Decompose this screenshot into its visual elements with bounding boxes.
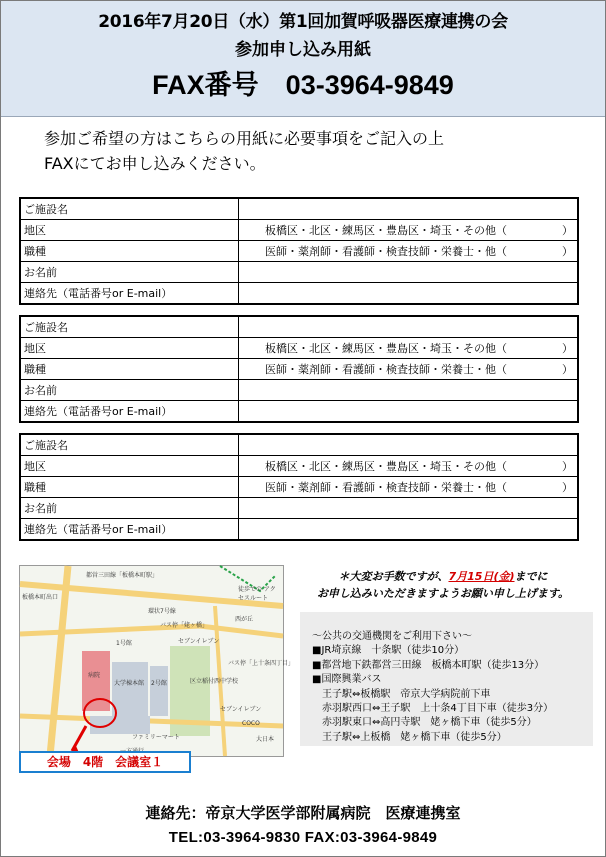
table-row xyxy=(20,338,578,359)
facility-label: ご施設名 xyxy=(20,316,239,338)
table-row xyxy=(20,220,578,241)
facility-field[interactable] xyxy=(239,316,579,338)
contact-label: 連絡先（電話番号or E-mail） xyxy=(20,401,239,423)
notice-prefix: ＊大変お手数ですが、 xyxy=(338,570,449,583)
venue-label: 会場 4階 会議室１ xyxy=(19,751,191,773)
facility-field[interactable] xyxy=(239,434,579,456)
building-2 xyxy=(150,666,168,716)
map-label-seven-eleven-2: セブンイレブン xyxy=(220,706,262,713)
map-label-bus-stop-1: バス停「姥ヶ橋」 xyxy=(160,622,209,629)
notice-suffix: までに xyxy=(514,570,548,583)
table-row xyxy=(20,380,578,401)
map-label-hospital: 病院 xyxy=(88,672,101,679)
transit-title: ～公共の交通機関をご利用下さい～ xyxy=(312,631,472,642)
transit-info-box xyxy=(300,612,593,746)
registration-table-1 xyxy=(19,197,579,305)
event-title: 2016年7月20日（水）第1回加賀呼吸器医療連携の会 xyxy=(98,12,508,32)
name-label: お名前 xyxy=(20,380,239,401)
table-row xyxy=(20,241,578,262)
map-label-coco: COCO xyxy=(242,720,260,727)
district-options[interactable]: 板橋区・北区・練馬区・豊島区・埼玉・その他（ ） xyxy=(239,456,579,477)
name-field[interactable] xyxy=(239,380,579,401)
district-label: 地区 xyxy=(20,456,239,477)
contact-field[interactable] xyxy=(239,283,579,305)
map-label-family-mart: ファミリーマート xyxy=(132,734,180,741)
transit-line: ■JR埼京線 十条駅（徒歩10分） xyxy=(312,645,465,657)
notice-line-2: お申し込みいただきますようお願い申し上げます。 xyxy=(316,587,570,600)
occupation-options[interactable]: 医師・薬剤師・看護師・検査技師・栄養士・他（ ） xyxy=(239,477,579,498)
map-label-walk-route: 徒歩での アクセスルート xyxy=(238,586,276,602)
header-banner xyxy=(1,1,605,117)
transit-line: 王子駅⇔板橋駅 帝京大学病院前下車 xyxy=(312,688,491,700)
table-row xyxy=(20,434,578,456)
fax-number: FAX番号 03-3964-9849 xyxy=(152,70,454,100)
contact-field[interactable] xyxy=(239,519,579,541)
contact-phone-fax: TEL:03-3964-9830 FAX:03-3964-9849 xyxy=(168,829,438,846)
access-map xyxy=(19,565,295,757)
table-row xyxy=(20,198,578,220)
table-row xyxy=(20,316,578,338)
contact-label: 連絡先（電話番号or E-mail） xyxy=(20,283,239,305)
name-field[interactable] xyxy=(239,262,579,283)
table-row xyxy=(20,262,578,283)
deadline-date: 7月15日(金) xyxy=(448,570,515,583)
contact-label: 連絡先（電話番号or E-mail） xyxy=(20,519,239,541)
intro-line-2: FAXにてお申し込みください。 xyxy=(44,154,266,173)
map-label-daiichi: 大日本 xyxy=(256,736,275,743)
intro-text xyxy=(44,126,444,176)
deadline-notice xyxy=(283,568,603,602)
registration-table-3 xyxy=(19,433,579,541)
transit-line: 赤羽駅西口⇔王子駅 上十条4丁目下車（徒歩3分） xyxy=(312,703,554,715)
form-title: 参加申し込み用紙 xyxy=(235,40,371,60)
transit-line: ■都営地下鉄都営三田線 板橋本町駅（徒歩13分） xyxy=(312,659,545,671)
district-label: 地区 xyxy=(20,220,239,241)
facility-label: ご施設名 xyxy=(20,198,239,220)
district-label: 地区 xyxy=(20,338,239,359)
occupation-label: 職種 xyxy=(20,241,239,262)
transit-line: ■国際興業バス xyxy=(312,674,382,686)
table-row xyxy=(20,519,578,541)
occupation-options[interactable]: 医師・薬剤師・看護師・検査技師・栄養士・他（ ） xyxy=(239,241,579,262)
occupation-options[interactable]: 医師・薬剤師・看護師・検査技師・栄養士・他（ ） xyxy=(239,359,579,380)
contact-field[interactable] xyxy=(239,401,579,423)
map-label-bus-stop-2: バス停「上十条四丁目」 xyxy=(228,660,295,667)
name-field[interactable] xyxy=(239,498,579,519)
map-label-ring-road: 環状7号線 xyxy=(148,608,176,615)
district-options[interactable]: 板橋区・北区・練馬区・豊島区・埼玉・その他（ ） xyxy=(239,220,579,241)
district-options[interactable]: 板橋区・北区・練馬区・豊島区・埼玉・その他（ ） xyxy=(239,338,579,359)
contact-office: 連絡先：帝京大学医学部附属病院 医療連携室 xyxy=(145,804,461,822)
map-label-exit: 板橋本町出口 xyxy=(22,594,59,601)
table-row xyxy=(20,283,578,305)
transit-line: 赤羽駅東口⇔高円寺駅 姥ヶ橋下車（徒歩5分） xyxy=(312,717,537,729)
registration-table-2 xyxy=(19,315,579,423)
table-row xyxy=(20,477,578,498)
occupation-label: 職種 xyxy=(20,359,239,380)
map-label-nishigaoka: 西が丘 xyxy=(235,616,254,623)
map-label-building-1: 1号館 xyxy=(116,640,132,647)
facility-field[interactable] xyxy=(239,198,579,220)
facility-label: ご施設名 xyxy=(20,434,239,456)
map-label-station: 都営三田線「板橋本町駅」 xyxy=(86,572,159,579)
table-row xyxy=(20,456,578,477)
map-label-building-2: 2号館 xyxy=(151,680,167,687)
name-label: お名前 xyxy=(20,498,239,519)
map-label-school: 区立稲付西中学校 xyxy=(190,678,239,685)
intro-line-1: 参加ご希望の方はこちらの用紙に必要事項をご記入の上 xyxy=(44,129,445,148)
main-building xyxy=(112,662,148,717)
map-label-main-building: 大学棟本館 xyxy=(114,680,145,687)
map-label-seven-eleven-1: セブンイレブン xyxy=(178,638,220,645)
table-row xyxy=(20,401,578,423)
transit-line: 王子駅⇔上板橋 姥ヶ橋下車（徒歩5分） xyxy=(312,731,507,743)
hospital-building xyxy=(82,651,110,711)
table-row xyxy=(20,498,578,519)
occupation-label: 職種 xyxy=(20,477,239,498)
name-label: お名前 xyxy=(20,262,239,283)
table-row xyxy=(20,359,578,380)
